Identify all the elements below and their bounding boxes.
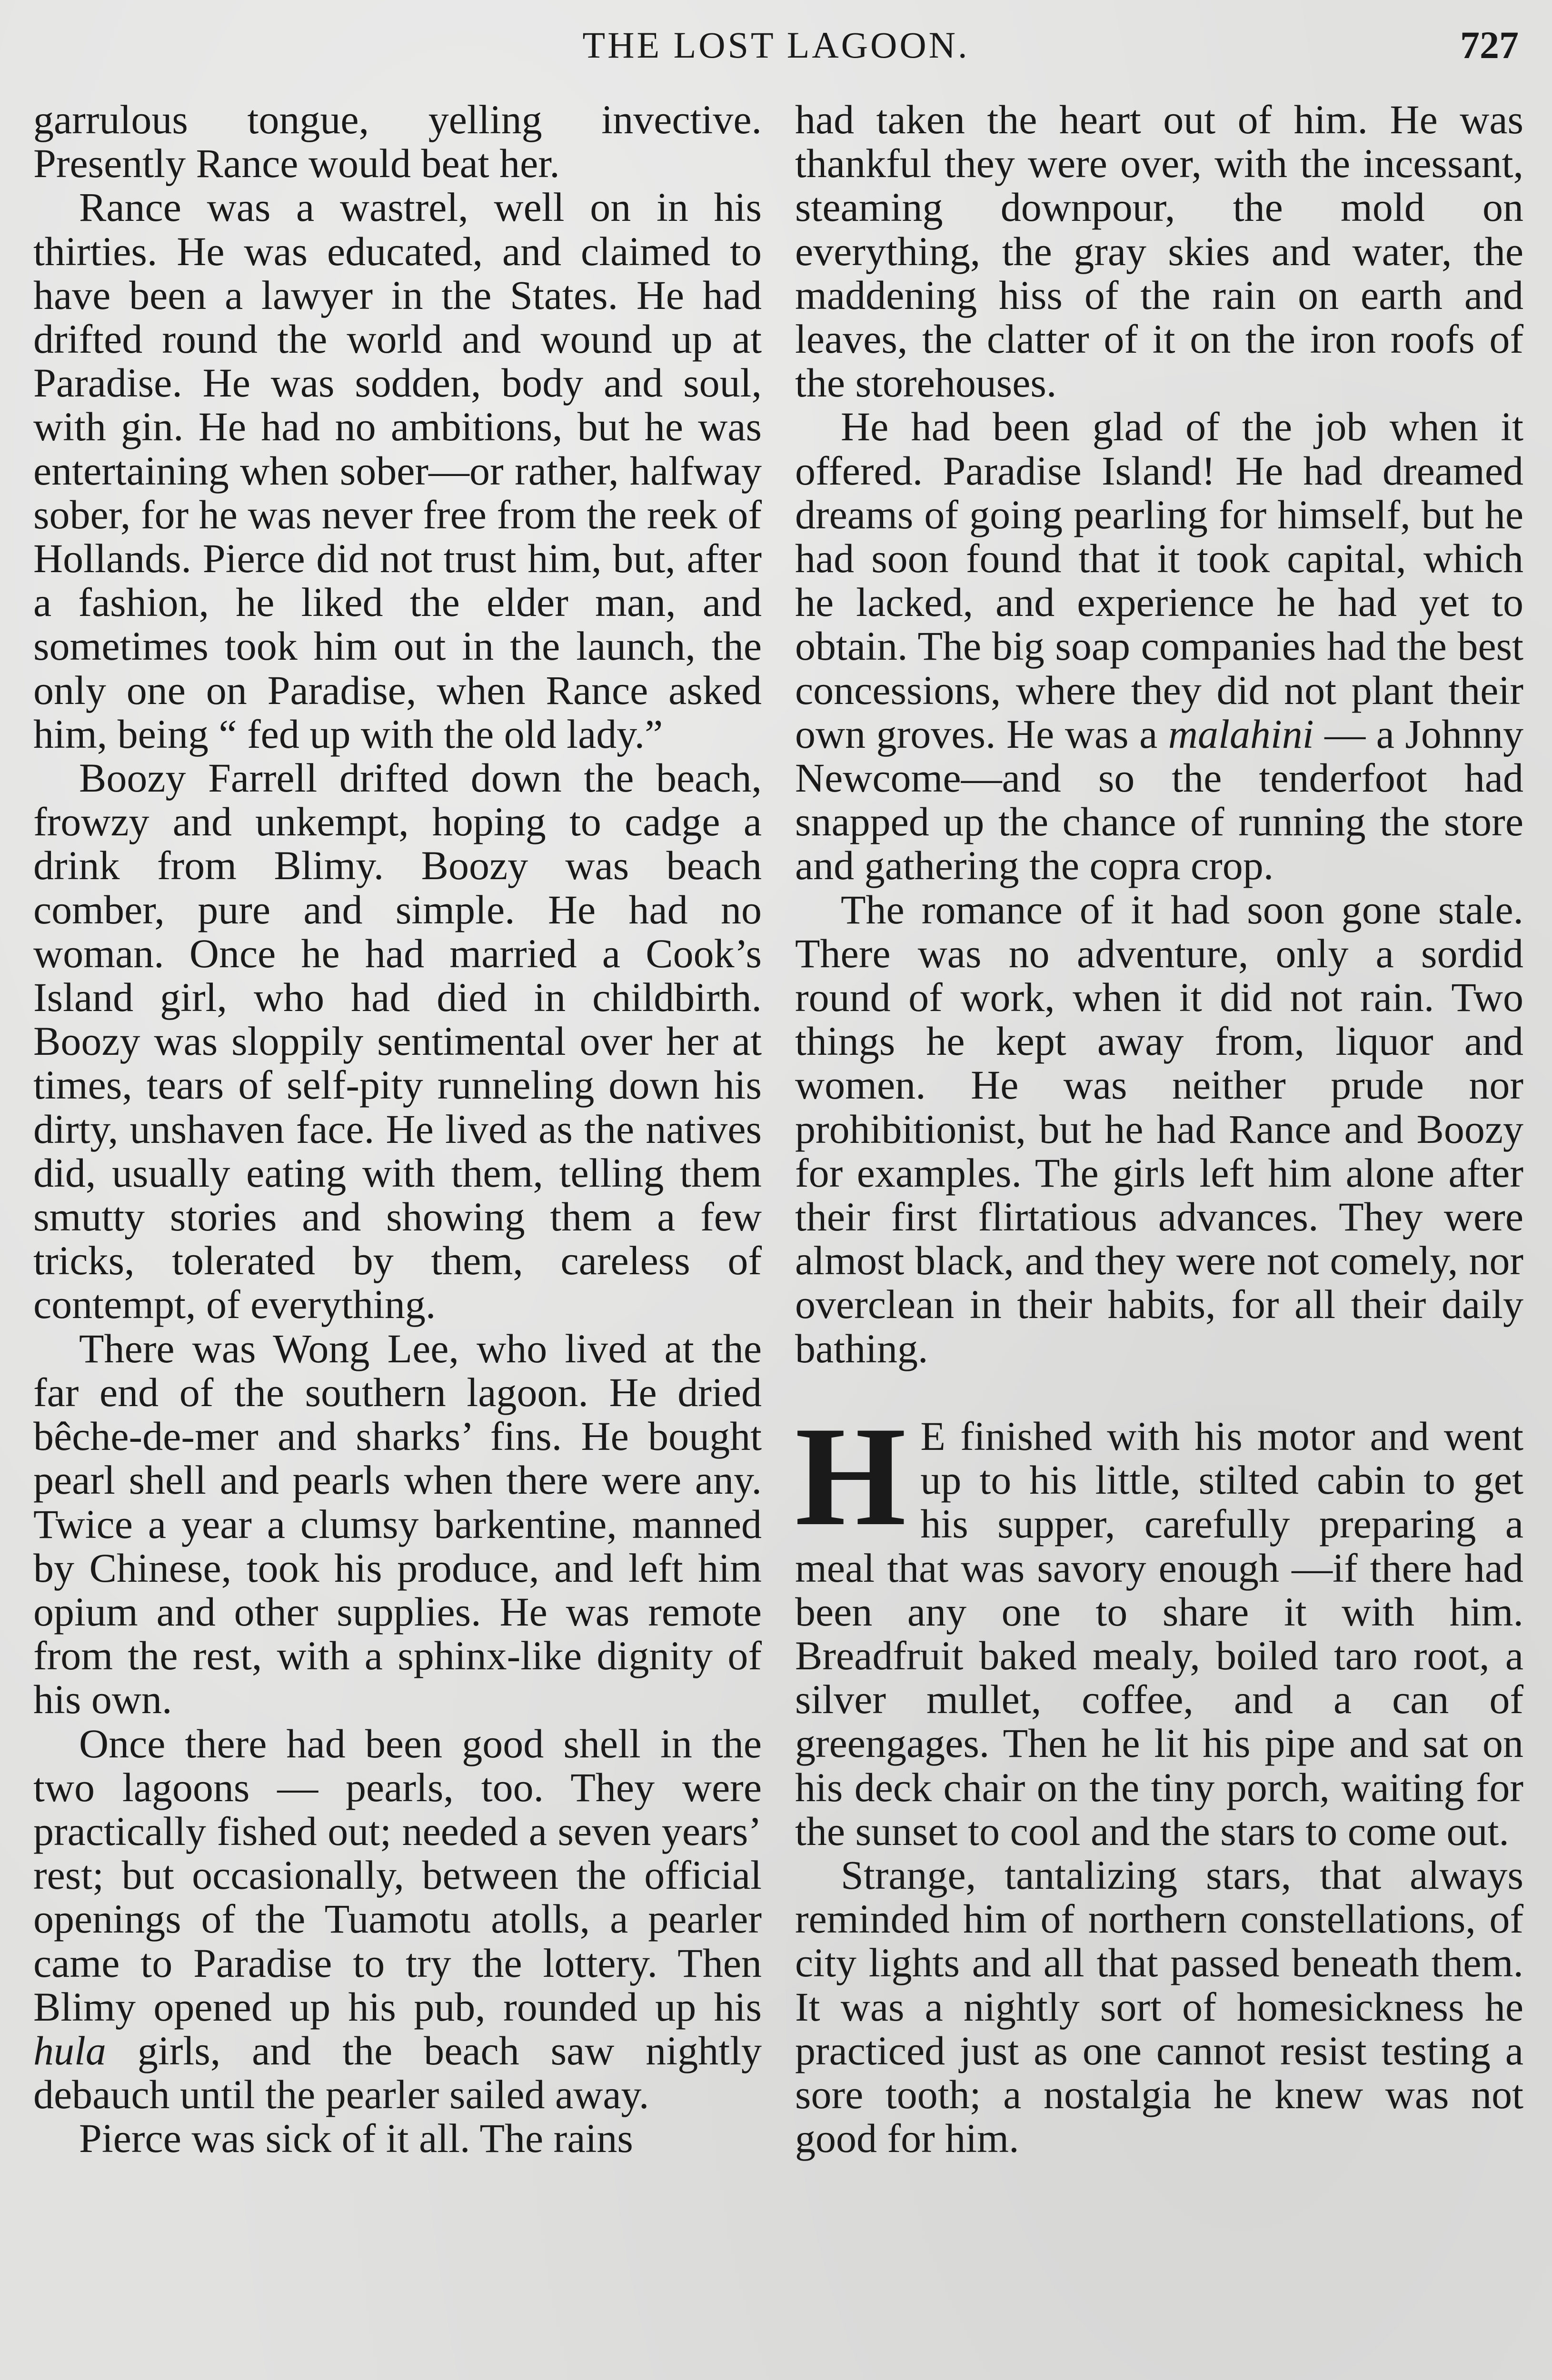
running-title: THE LOST LAGOON. [582, 24, 970, 66]
paragraph [795, 405, 1523, 887]
paragraph [33, 1722, 762, 2117]
page-header [0, 19, 1552, 71]
paragraph-text: — a Johnny Newcome—and so the tenderfoot had snapped up the chance of running the store and gathering the copra crop. [795, 711, 1524, 889]
paragraph: had taken the heart out of him. He was thankful they were over, with the incessant, steaming downpour, the mold on everything, the gray skies and water, the maddening hiss of the rain on earth and leaves, the clatter of it on the iron roofs of the storehouses. [795, 97, 1523, 406]
drop-cap: H [795, 1397, 906, 1555]
paragraph: The romance of it had soon gone stale. There was no adventure, only a sordid round of work, when it did not rain. Two things he kept away from, liquor and women. He was neither prude nor prohibitionist, but he had Rance and Boozy for examples. The girls left him alone after their first flirtatious advances. They were almost black, and they were not comely, nor overclean in their habits, for all their daily bathing. [795, 886, 1523, 1371]
paragraph: garrulous tongue, yelling invective. Presently Rance would beat her. [33, 97, 762, 187]
paragraph-text: girls, and the beach saw nightly debauch until the pearler sailed away. [33, 2027, 762, 2118]
paragraph: There was Wong Lee, who lived at the far end of the southern lagoon. He dried bêche-de-mer and sharks’ fins. He bought pearl shell and pearls when there were any. Twice a year a clumsy barkentine, manned by Chinese, took his produce, and left him opium and other supplies. He was remote from the rest, with a sphinx-like dignity of his own. [33, 1325, 762, 1723]
paragraph: Boozy Farrell drifted down the beach, frowzy and unkempt, hoping to cadge a drink from Blimy. Boozy was beach comber, pure and simple. He had no woman. Once he had married a Cook’s Island girl, who had died in childbirth. Boozy was sloppily sentimental over her at times, tears of self-pity runneling down his dirty, unshaven face. He lived as the natives did, usually eating with them, telling them smutty stories and showing them a few tricks, tolerated by them, careless of contempt, of everything. [33, 755, 762, 1328]
italic-word: malahini [1168, 711, 1314, 757]
paragraph-text: Once there had been good shell in the two lagoons — pearls, too. They were practically fished out; needed a seven years’ rest; but occasionally, between the official openings of the Tuamotu atolls, a pearler came to Paradise to try the lottery. Then Blimy opened up his pub, rounded up his [33, 1720, 762, 2030]
paragraph: Pierce was sick of it all. The rains [79, 2115, 633, 2162]
section-opening-paragraph [795, 1397, 1523, 1854]
left-column [33, 98, 762, 2161]
italic-word: hula [33, 2027, 106, 2073]
right-column [795, 98, 1523, 2160]
page-number: 727 [1460, 23, 1519, 67]
paragraph-text: E finished with his motor and went up to his little, stilted cabin to get his supper, carefully preparing a meal that was savory enough —if there had been any one to share it with him. Breadfruit baked mealy, boiled taro root, a silver mullet, coffee, and a can of greengages. Then he lit his pipe and sat on his deck chair on the tiny porch, waiting for the sunset to cool and the stars to come out. [795, 1413, 1523, 1854]
paragraph-text: He had been glad of the job when it offered. Paradise Island! He had dreamed dreams of going pearling for himself, but he had soon found that it took capital, which he lacked, and experience he had yet to obtain. The big soap companies had the best concessions, where they did not plant their own groves. He was a [795, 404, 1523, 757]
paragraph: Rance was a wastrel, well on in his thirties. He was educated, and claimed to have been a lawyer in the States. He had drifted round the world and wound up at Paradise. He was sodden, body and soul, with gin. He had no ambitions, but he was entertaining when sober—or rather, halfway sober, for he was never free from the reek of Hollands. Pierce did not trust him, but, after a fashion, he liked the elder man, and sometimes took him out in the launch, the only one on Paradise, when Rance asked him, being “ fed up with the old lady.” [33, 184, 762, 757]
paragraph: Strange, tantalizing stars, that always reminded him of northern constellations, of city lights and all that passed beneath them. It was a nightly sort of homesickness he practiced just as one cannot resist testing a sore tooth; a nostalgia he knew was not good for him. [795, 1852, 1523, 2162]
